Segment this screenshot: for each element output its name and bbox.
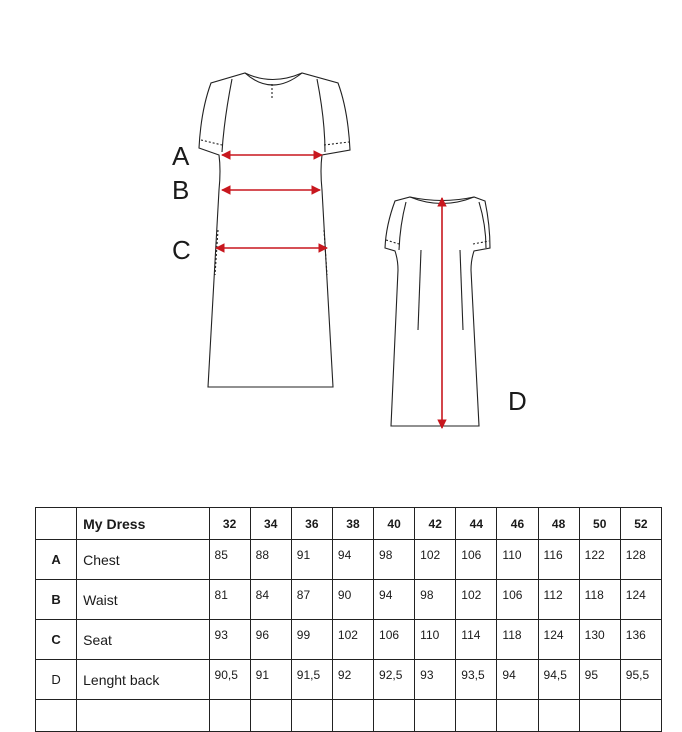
empty-cell xyxy=(415,700,456,732)
empty-cell xyxy=(250,700,291,732)
value-cell: 106 xyxy=(456,540,497,580)
size-header: 50 xyxy=(579,508,620,540)
value-cell: 91,5 xyxy=(291,660,332,700)
value-cell: 110 xyxy=(497,540,538,580)
row-code: D xyxy=(36,660,77,700)
value-cell: 81 xyxy=(209,580,250,620)
value-cell: 102 xyxy=(456,580,497,620)
value-cell: 93,5 xyxy=(456,660,497,700)
row-code: C xyxy=(36,620,77,660)
value-cell: 128 xyxy=(620,540,661,580)
row-code: B xyxy=(36,580,77,620)
value-cell: 88 xyxy=(250,540,291,580)
empty-cell xyxy=(209,700,250,732)
value-cell: 90 xyxy=(332,580,373,620)
value-cell: 124 xyxy=(620,580,661,620)
empty-cell xyxy=(497,700,538,732)
value-cell: 118 xyxy=(497,620,538,660)
empty-cell xyxy=(456,700,497,732)
empty-cell xyxy=(291,700,332,732)
label-b: B xyxy=(172,175,190,205)
value-cell: 98 xyxy=(415,580,456,620)
row-name: Lenght back xyxy=(77,660,209,700)
value-cell: 87 xyxy=(291,580,332,620)
size-header: 38 xyxy=(332,508,373,540)
size-header: 52 xyxy=(620,508,661,540)
row-name: Seat xyxy=(77,620,209,660)
value-cell: 114 xyxy=(456,620,497,660)
value-cell: 130 xyxy=(579,620,620,660)
value-cell: 106 xyxy=(374,620,415,660)
dress-front-view xyxy=(199,73,350,387)
value-cell: 110 xyxy=(415,620,456,660)
table-row xyxy=(36,580,662,620)
label-a: A xyxy=(172,141,190,171)
value-cell: 94 xyxy=(332,540,373,580)
value-cell: 96 xyxy=(250,620,291,660)
value-cell: 85 xyxy=(209,540,250,580)
value-cell: 84 xyxy=(250,580,291,620)
label-c: C xyxy=(172,235,191,265)
size-table xyxy=(35,507,662,732)
value-cell: 91 xyxy=(291,540,332,580)
value-cell: 92,5 xyxy=(374,660,415,700)
value-cell: 92 xyxy=(332,660,373,700)
empty-cell xyxy=(36,700,77,732)
value-cell: 90,5 xyxy=(209,660,250,700)
header-corner xyxy=(36,508,77,540)
size-header: 34 xyxy=(250,508,291,540)
value-cell: 93 xyxy=(209,620,250,660)
table-empty-row xyxy=(36,700,662,732)
size-header: 46 xyxy=(497,508,538,540)
empty-cell xyxy=(77,700,209,732)
value-cell: 94,5 xyxy=(538,660,579,700)
row-name: Waist xyxy=(77,580,209,620)
size-header: 32 xyxy=(209,508,250,540)
size-header: 40 xyxy=(374,508,415,540)
table-row xyxy=(36,620,662,660)
row-code: A xyxy=(36,540,77,580)
value-cell: 102 xyxy=(332,620,373,660)
value-cell: 95,5 xyxy=(620,660,661,700)
value-cell: 116 xyxy=(538,540,579,580)
size-header: 44 xyxy=(456,508,497,540)
empty-cell xyxy=(374,700,415,732)
value-cell: 102 xyxy=(415,540,456,580)
empty-cell xyxy=(538,700,579,732)
label-d: D xyxy=(508,386,527,416)
empty-cell xyxy=(579,700,620,732)
row-name: Chest xyxy=(77,540,209,580)
table-header-row xyxy=(36,508,662,540)
size-header: 36 xyxy=(291,508,332,540)
value-cell: 106 xyxy=(497,580,538,620)
table-row xyxy=(36,540,662,580)
value-cell: 99 xyxy=(291,620,332,660)
value-cell: 136 xyxy=(620,620,661,660)
value-cell: 122 xyxy=(579,540,620,580)
empty-cell xyxy=(332,700,373,732)
value-cell: 93 xyxy=(415,660,456,700)
value-cell: 94 xyxy=(497,660,538,700)
value-cell: 124 xyxy=(538,620,579,660)
table-row xyxy=(36,660,662,700)
value-cell: 95 xyxy=(579,660,620,700)
value-cell: 98 xyxy=(374,540,415,580)
size-header: 48 xyxy=(538,508,579,540)
value-cell: 94 xyxy=(374,580,415,620)
empty-cell xyxy=(620,700,661,732)
dress-back-view xyxy=(385,197,490,426)
table-title: My Dress xyxy=(77,508,209,540)
value-cell: 118 xyxy=(579,580,620,620)
value-cell: 91 xyxy=(250,660,291,700)
size-header: 42 xyxy=(415,508,456,540)
value-cell: 112 xyxy=(538,580,579,620)
